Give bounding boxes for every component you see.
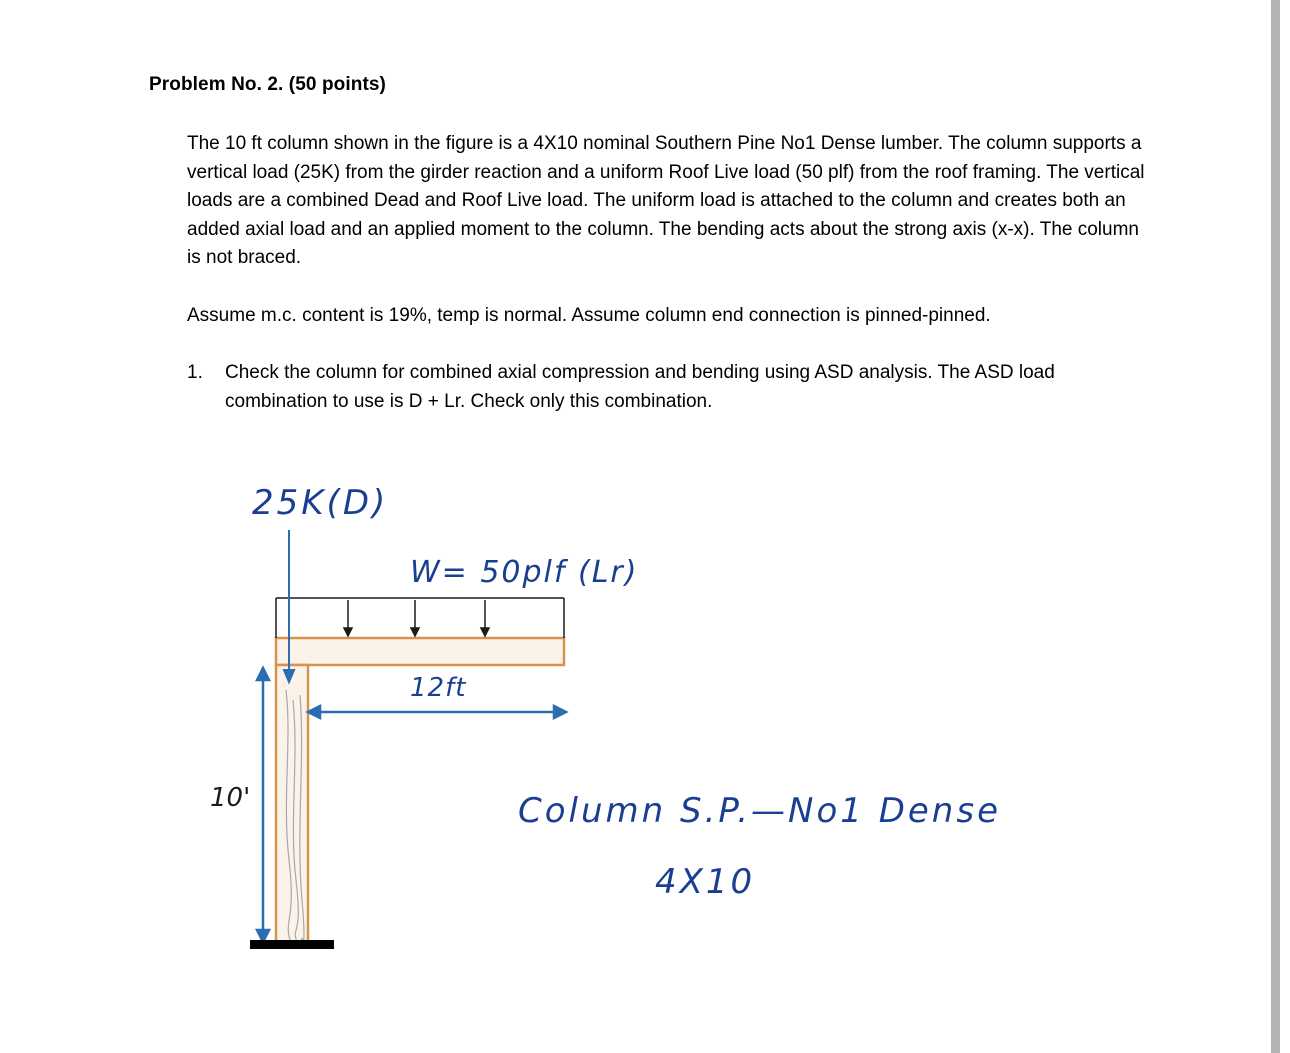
uniform-load-diagram (276, 598, 564, 638)
member-label: Column S.P.—No1 Dense (518, 791, 1001, 831)
uniform-load-arrows (344, 600, 489, 636)
list-item-text: Check the column for combined axial compression and bending using ASD analysis. The ASD load combination to use is D + Lr. Check only this combination. (225, 362, 1055, 412)
column-height-label: 10' (210, 783, 251, 813)
column-member (276, 665, 308, 945)
span-dimension-arrow (308, 706, 566, 718)
uniform-load-label: W= 50plf (Lr) (410, 555, 639, 590)
beam-member (276, 638, 564, 665)
list-item-number: 1. (187, 362, 203, 383)
point-load-label: 25K(D) (252, 483, 389, 523)
beam-span-label: 12ft (410, 673, 467, 703)
height-dimension-arrow (257, 668, 269, 942)
member-size-label: 4X10 (655, 862, 756, 902)
base-support (250, 940, 334, 949)
problem-description: The 10 ft column shown in the figure is a 4X10 nominal Southern Pine No1 Dense lumber. The column supports a vertical load (25K) from the girder reaction and a uniform Roof Live load (50 plf) from the roof framing. The vertical loads are a combined Dead and Roof Live load. The uniform load is attached to the column and creates both an added axial load and an applied moment to the column. The bending acts about the strong axis (x-x). The column is not braced. (187, 133, 1145, 268)
assumptions-paragraph: Assume m.c. content is 19%, temp is normal. Assume column end connection is pinned-pinned. (187, 305, 991, 326)
problem-heading: Problem No. 2. (50 points) (149, 74, 386, 95)
